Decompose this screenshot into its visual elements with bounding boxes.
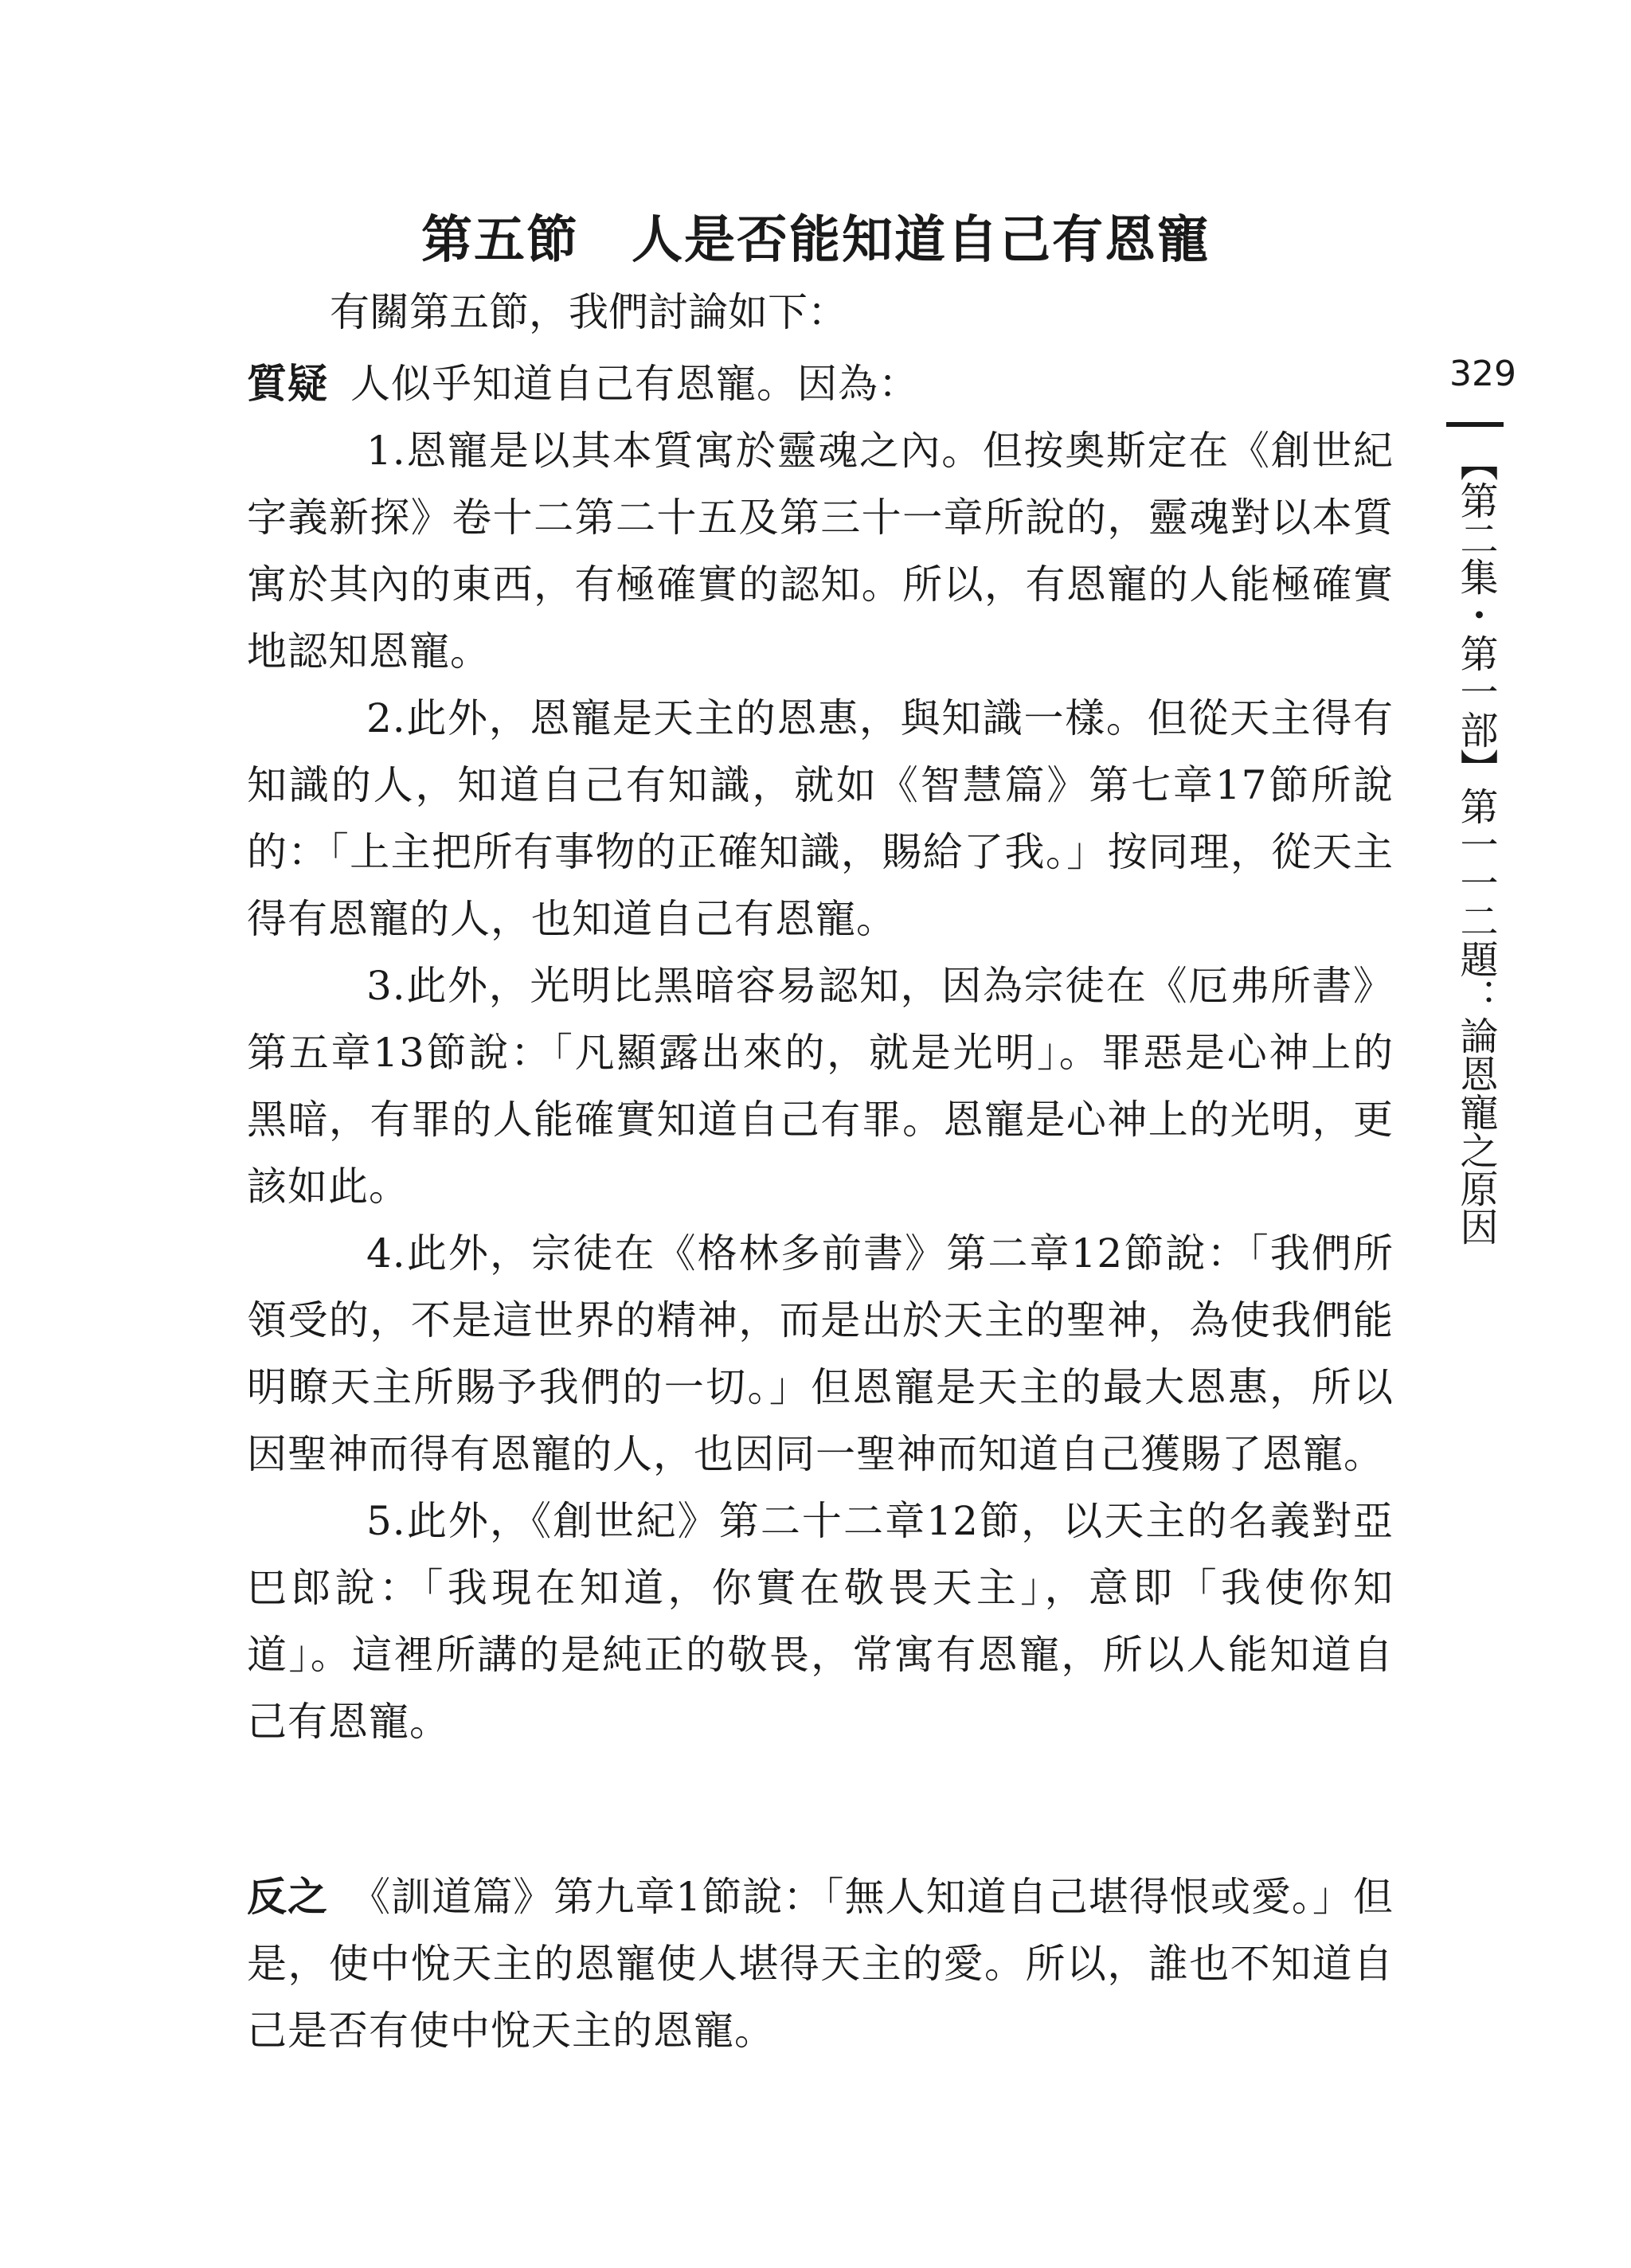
section-title: 第五節 人是否能知道自己有恩寵: [421, 210, 1210, 270]
objection-point-2: 2.此外，恩寵是天主的恩惠，與知識一樣。但從天主得有知識的人，知道自己有知識，就如《智慧篇》第七章17節所說的：「上主把所有事物的正確知識，賜給了我。」按同理，從天主得有恩寵的人，也知道自己有恩寵。: [247, 695, 1394, 942]
objection-point-5: 5.此外，《創世紀》第二十二章12節，以天主的名義對亞巴郎說：「我現在知道，你實在敬畏天主」，意即「我使你知道」。這裡所講的是純正的敬畏，常寓有恩寵，所以人能知道自己有恩寵。: [247, 1498, 1394, 1745]
contra-text: 《訓道篇》第九章1節說：「無人知道自己堪得恨或愛。」但是，使中悅天主的恩寵使人堪得天主的愛。所以，誰也不知道自己是否有使中悅天主的恩寵。: [247, 1874, 1394, 2054]
objection-lead-line: [247, 350, 1394, 417]
objection-point-1: 1.恩寵是以其本質寓於靈魂之內。但按奧斯定在《創世紀字義新探》卷十二第二十五及第三十一章所說的，靈魂對以本質寓於其內的東西，有極確實的認知。所以，有恩寵的人能極確實地認知恩寵。: [247, 428, 1394, 675]
contra-label: 反之: [247, 1874, 329, 1920]
running-head: 【第二集・第一部】第一一二題：論恩寵之原因: [1453, 443, 1498, 1245]
objection-block: [247, 350, 1394, 1755]
margin-rule: [1446, 422, 1504, 427]
contra-block: [247, 1863, 1394, 2064]
intro-line: 有關第五節，我們討論如下：: [330, 289, 847, 335]
objection-lead: 人似乎知道自己有恩寵。因為：: [350, 361, 919, 407]
objection-label: 質疑: [247, 361, 328, 407]
objection-point-3: 3.此外，光明比黑暗容易認知，因為宗徒在《厄弗所書》第五章13節說：「凡顯露出來的，就是光明」。罪惡是心神上的黑暗，有罪的人能確實知道自己有罪。恩寵是心神上的光明，更該如此。: [247, 963, 1394, 1210]
objection-point-4: 4.此外，宗徒在《格林多前書》第二章12節說：「我們所領受的，不是這世界的精神，而是出於天主的聖神，為使我們能明瞭天主所賜予我們的一切。」但恩寵是天主的最大恩惠，所以因聖神而得有恩寵的人，也因同一聖神而知道自己獲賜了恩寵。: [247, 1230, 1394, 1477]
contra-paragraph: [247, 1863, 1394, 2064]
page-number: 329: [1449, 354, 1516, 394]
